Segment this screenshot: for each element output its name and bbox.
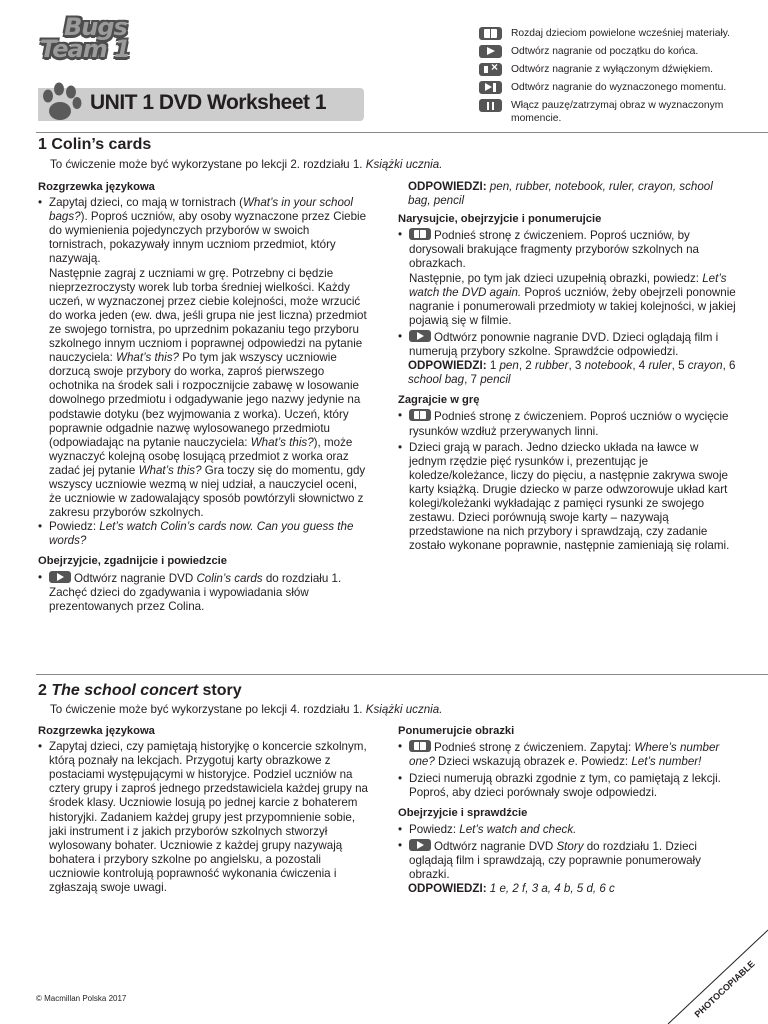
- section-title: Colin’s cards: [51, 136, 152, 153]
- bugs-team-logo: [36, 14, 156, 72]
- section-2-heading: [38, 682, 242, 700]
- book-icon: [409, 409, 431, 421]
- section-1-right-column: [398, 180, 738, 553]
- legend-text: Rozdaj dzieciom powielone wcześniej materiały.: [511, 28, 730, 39]
- list-item: • Podnieś stronę z ćwiczeniem. Poproś uczniów o wycięcie rysunków wzdłuż przerywanych linni.: [398, 409, 738, 438]
- legend-item: [479, 45, 761, 58]
- subheading: Obejrzyjcie, zgadnijcie i powiedzcie: [38, 555, 228, 568]
- section-divider: [36, 132, 768, 133]
- legend-text: Odtwórz nagranie z wyłączonym dźwiękiem.: [511, 64, 714, 75]
- logo-line-1: Bugs: [64, 13, 127, 41]
- paragraph: Następnie zagraj z uczniami w grę. Potrzebny ci będzie nieprzezroczysty worek lub torba średniej wielkości. Każdy uczeń, w wyznaczonej przez ciebie kolejności, może wrzucić do worka jeden (ew. dwa, jeśli grupa nie jest liczna) przedmiot ze swojego tornistra, po uprzednim pokazaniu tego przyboru szkolnego innym uczniom i poprawnej odpowiedzi na pytanie nauczyciela: What’s this? Po tym jak wszyscy uczniowie dorzucą swoje przybory do worka, zaproś pierwszego ochotnika na środek sali i rozpocznijcie zabawę w losowanie dowolnego przedmiotu i odgadywanie jego nazwy jedynie na podstawie dotyku (bez wyjmowania z worka). Uczeń, który poprawnie odgadnie nazwę wylosowanego przedmiotu (odpowiadając na pytanie nauczyciela: What’s this?), może wyznaczyć kolejną osobę losującą przedmiot z worka oraz zadać jej pytanie What’s this? Gra toczy się do momentu, gdy wszyscy uczniowie wezmą w niej udział, a nauczyciel oceni, że uczniowie w zadowalający sposób powtórzyli słownictwo z zakresu przyborów szkolnych.: [49, 266, 367, 520]
- subtitle-italic: Książki ucznia.: [365, 158, 443, 171]
- book-icon: [409, 228, 431, 240]
- section-1-left-column: [38, 180, 368, 614]
- subheading: Obejrzyjcie i sprawdźcie: [398, 807, 528, 820]
- section-number: 1: [38, 136, 47, 153]
- list-item: • Odtwórz ponownie nagranie DVD. Dzieci oglądają film i numerują przybory szkolne. Sprawdźcie odpowiedzi.: [398, 330, 738, 359]
- play-icon: [409, 330, 431, 342]
- subheading: Ponumerujcie obrazki: [398, 725, 515, 737]
- subtitle-text: To ćwiczenie może być wykorzystane po lekcji 2. rozdziału 1.: [50, 158, 366, 171]
- subtitle-italic: Książki ucznia.: [365, 703, 443, 716]
- list-item: • Odtwórz nagranie DVD Colin’s cards do rozdziału 1. Zachęć dzieci do zgadywania i wypowiadania słów prezentowanych przez Colina.: [38, 571, 368, 614]
- subtitle-text: To ćwiczenie może być wykorzystane po lekcji 4. rozdziału 1.: [50, 703, 366, 716]
- mute-icon: [479, 63, 502, 76]
- answers: ODPOWIEDZI: 1 e, 2 f, 3 a, 4 b, 5 d, 6 c: [408, 881, 615, 895]
- subheading: Rozgrzewka językowa: [38, 181, 155, 193]
- section-2-left-column: [38, 724, 368, 895]
- photocopiable-corner: [660, 926, 768, 1024]
- legend-text: Odtwórz nagranie do wyznaczonego momentu.: [511, 82, 727, 93]
- list-item: • Zapytaj dzieci, czy pamiętają historyjkę o koncercie szkolnym, którą poznały na lekcjach. Przygotuj karty obrazkowe z postaciami występującymi w historyjce. Podziel uczniów na cztery grupy i zaproś jednego przedstawiciela każdej grupy na środek klasy. Uczniowie losują po jednej karcie z bohaterem historyjki. Zadaniem każdej grupy jest przypomnienie sobie, jaki instrument i z jakich przyborów szkolnych stworzył wylosowany bohater. Uczniowie z każdej grupy nazywają bohatera i przybory szkolne po angielsku, a pozostali uczniowie kontrolują poprawność wykonania ćwiczenia i zgłaszają swoje uwagi.: [38, 740, 368, 895]
- legend-item: [479, 63, 761, 76]
- section-title-rest: story: [198, 682, 242, 699]
- legend-item: [479, 27, 761, 40]
- skip-forward-icon: [479, 81, 502, 94]
- icon-legend: [479, 27, 761, 130]
- legend-text: Włącz pauzę/zatrzymaj obraz w wyznaczonym momencie.: [511, 100, 724, 124]
- pause-icon: [479, 99, 502, 112]
- photocopiable-label: PHOTOCOPIABLE: [692, 958, 757, 1020]
- paw-icon: [38, 78, 86, 126]
- worksheet-title: UNIT 1 DVD Worksheet 1: [90, 91, 327, 114]
- unit-banner: [38, 88, 364, 121]
- subheading: Narysujcie, obejrzyjcie i ponumerujcie: [398, 213, 602, 226]
- book-icon: [409, 740, 431, 752]
- section-title: The school concert: [51, 682, 199, 699]
- legend-text: Odtwórz nagranie od początku do końca.: [511, 46, 699, 57]
- book-icon: [479, 27, 502, 40]
- section-divider: [36, 674, 768, 675]
- list-item: • Podnieś stronę z ćwiczeniem. Poproś uczniów, by dorysowali brakujące fragmenty przyborów szkolnych na obrazkach. Następnie, po tym jak dzieci uzupełnią obrazki, powiedz: Let’s watch the DVD again. Poproś uczniów, żeby obejrzeli ponownie nagranie i ponumerowali przedmioty w takiej kolejności, w jakiej pojawią się w filmie.: [398, 228, 738, 328]
- section-1-subtitle: [50, 158, 442, 171]
- subheading: Zagrajcie w grę: [398, 394, 480, 407]
- list-item: • Dzieci grają w parach. Jedno dziecko układa na ławce w jednym rzędzie pięć rysunków i, prezentując je koledze/koleżance, liczy do pięciu, a następnie zakrywa swoje karty książką. Drugie dziecko w parze odwzorowuje układ kart kolegi/koleżanki wykładając z pamięci rysunki ze swojego zestawu. Dzieci porównują swoje karty – nazywają przedstawione na nich przybory i sprawdzają, czy zadanie zostało wykonane poprawnie, następnie zamieniają się rolami.: [398, 441, 738, 554]
- section-2-right-column: [398, 724, 738, 896]
- legend-item: [479, 99, 761, 125]
- list-item: • Odtwórz nagranie DVD Story do rozdziału 1. Dzieci oglądają film i sprawdzają, czy poprawnie ponumerowały obrazki.: [398, 839, 738, 882]
- play-icon: [409, 839, 431, 851]
- answers: ODPOWIEDZI: 1 pen, 2 rubber, 3 notebook, 4 ruler, 5 crayon, 6 school bag, 7 pencil: [408, 359, 736, 387]
- list-item: • Zapytaj dzieci, co mają w tornistrach (What’s in your school bags?). Poproś uczniów, aby osoby wyznaczone przez Ciebie do wymienienia pojedynczych przyborów w swoich tornistrach, pokazywały innym uczniom przedmiot, który nazywają.: [38, 196, 368, 266]
- section-2-subtitle: [50, 703, 442, 716]
- play-icon: [479, 45, 502, 58]
- section-number: 2: [38, 682, 47, 699]
- play-icon: [49, 571, 71, 583]
- list-item: • Dzieci numerują obrazki zgodnie z tym, co pamiętają z lekcji. Poproś, aby dzieci porównały swoje odpowiedzi.: [398, 772, 738, 800]
- legend-item: [479, 81, 761, 94]
- copyright: © Macmillan Polska 2017: [36, 994, 127, 1003]
- list-item: • Powiedz: Let’s watch Colin’s cards now. Can you guess the words?: [38, 520, 368, 548]
- list-item: • Powiedz: Let’s watch and check.: [398, 823, 738, 837]
- logo-line-2: Team 1: [40, 35, 130, 63]
- list-item: • Podnieś stronę z ćwiczeniem. Zapytaj: Where’s number one? Dzieci wskazują obrazek e. Powiedz: Let’s number!: [398, 740, 738, 769]
- answers: ODPOWIEDZI: pen, rubber, notebook, ruler, crayon, school bag, pencil: [408, 180, 713, 208]
- subheading: Rozgrzewka językowa: [38, 725, 155, 737]
- section-1-heading: [38, 136, 151, 154]
